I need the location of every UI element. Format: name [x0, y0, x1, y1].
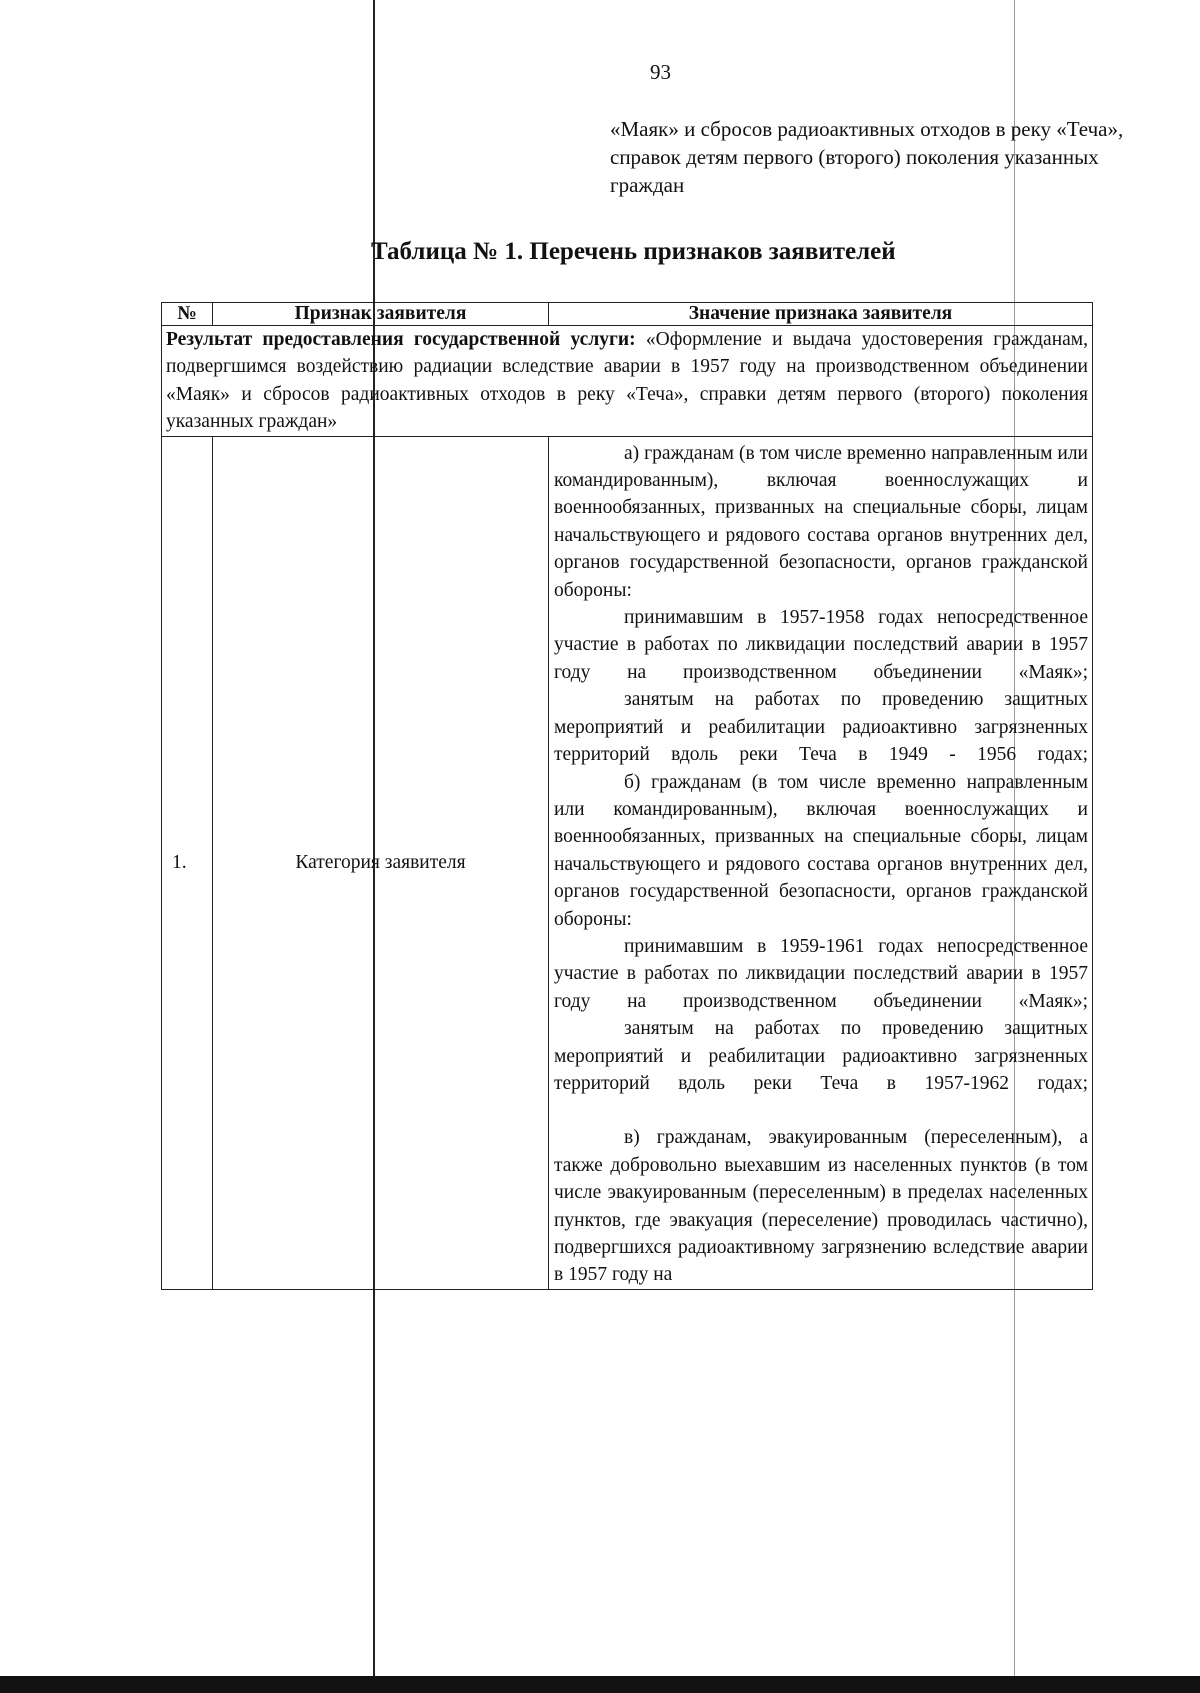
- value-paragraph-c: в) гражданам, эвакуированным (переселенным), а также добровольно выехавшим из населенных пунктов (в том числе эвакуированным (переселенным) в пределах населенных пунктов, где эвакуация (переселение) проводилась частично), подвергшихся радиоактивному загрязнению вследствие аварии в 1957 году на: [554, 1127, 1088, 1286]
- result-label: Результат предоставления государственной услуги:: [166, 329, 636, 350]
- row-number: 1.: [162, 436, 213, 1289]
- value-paragraph-a: а) гражданам (в том числе временно направленным или командированным), включая военнослужащих и военнообязанных, призванных на специальные сборы, лицам начальствующего и рядового состава органов внутренних дел, органов государственной безопасности, органов гражданской обороны:: [554, 442, 1088, 601]
- result-row: [162, 326, 1093, 437]
- table-row: [162, 436, 1093, 1289]
- table-header-row: [162, 303, 1093, 326]
- value-paragraph-a2: занятым на работах по проведению защитных мероприятий и реабилитации радиоактивно загрязненных территорий вдоль реки Теча в 1949 - 1956 годах;: [554, 689, 1088, 766]
- value-paragraph-a1: принимавшим в 1957-1958 годах непосредственное участие в работах по ликвидации последствий аварии в 1957 году на производственном объединении «Маяк»;: [554, 607, 1088, 683]
- result-cell: [162, 326, 1093, 437]
- value-paragraph-b1: принимавшим в 1959-1961 годах непосредственное участие в работах по ликвидации последствий аварии в 1957 году на производственном объединении «Маяк»;: [554, 935, 1088, 1012]
- row-values: [549, 436, 1093, 1289]
- column-header-value: Значение признака заявителя: [549, 303, 1093, 326]
- column-header-number: №: [162, 303, 213, 326]
- table-title: Таблица № 1. Перечень признаков заявителей: [371, 238, 896, 265]
- page-number: 93: [650, 60, 671, 84]
- column-header-sign: Признак заявителя: [213, 303, 549, 326]
- header-note: «Маяк» и сбросов радиоактивных отходов в реку «Теча», справок детям первого (второго) поколения указанных граждан: [610, 117, 1124, 197]
- row-sign: Категория заявителя: [213, 436, 549, 1289]
- result-text: «Оформление и выдача удостоверения гражданам, подвергшимся воздействию радиации вследствие аварии в 1957 году на производственном объединении «Маяк» и сбросов радиоактивных отходов в реку «Теча», справки детям первого (второго) поколения указанных граждан»: [166, 329, 1089, 433]
- scan-bottom-border: [0, 1676, 1200, 1693]
- value-paragraph-b2: занятым на работах по проведению защитных мероприятий и реабилитации радиоактивно загрязненных территорий вдоль реки Теча в 1957-1962 годах;: [554, 1018, 1088, 1094]
- applicants-table: [161, 302, 1093, 1290]
- value-paragraph-b: б) гражданам (в том числе временно направленным или командированным), включая военнослужащих и военнообязанных, призванных на специальные сборы, лицам начальствующего и рядового состава органов внутренних дел, органов государственной безопасности, органов гражданской обороны:: [554, 771, 1088, 930]
